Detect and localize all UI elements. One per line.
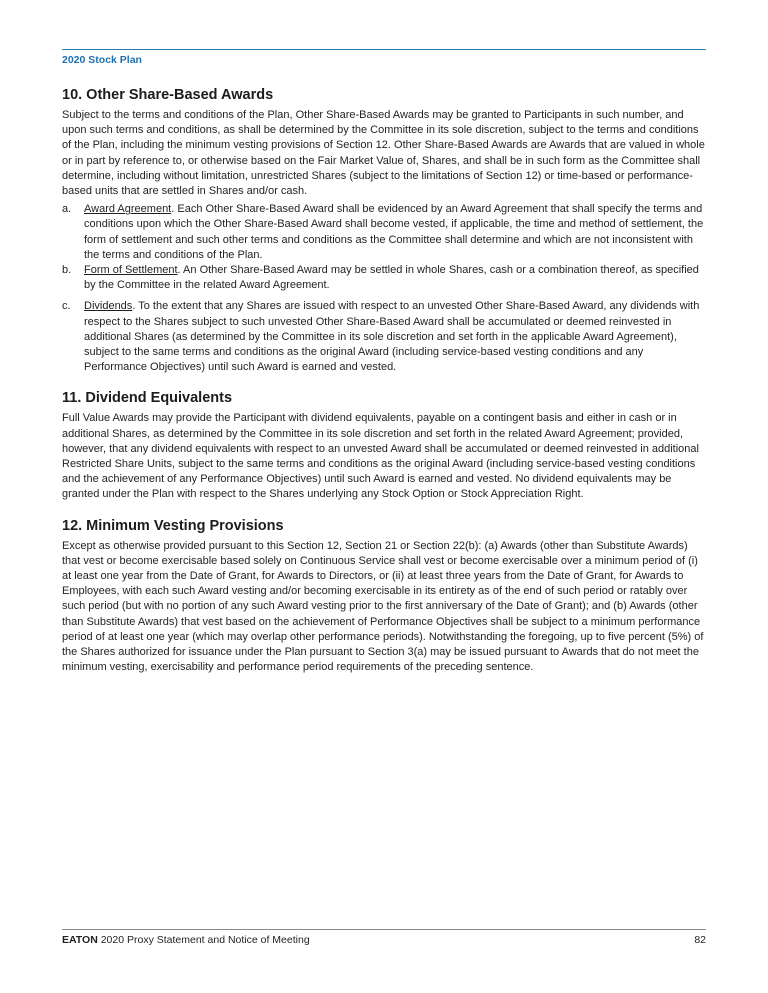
- header-rule: [62, 49, 706, 50]
- list-marker: b.: [62, 264, 72, 277]
- list-item-title: Form of Settlement: [84, 264, 178, 277]
- list-item-text: . To the extent that any Shares are issued with respect to an unvested Other Share-Based Award, any dividends with respect to the Shares subject to such unvested Other Share-Based Award shall be accumulated or deemed reinvested in additional Shares (as determined by the Committee in its sole discretion and set forth in the applicable Award Agreement), subject to the same terms and conditions as the original Award (including service-based vesting conditions and any Performance Objectives) until such Award is earned and vested.: [84, 300, 700, 374]
- footer-rule: [62, 929, 706, 930]
- document-body: [62, 86, 708, 690]
- page-number: 82: [694, 934, 706, 946]
- list-item-text: . Each Other Share-Based Award shall be evidenced by an Award Agreement that shall specify the terms and conditions upon which the Other Share-Based Award shall become vested, if applicable, the time and method of settlement, the form of settlement and such other terms and conditions as the Committee shall determine and which are not inconsistent with the terms and conditions of the Plan.: [84, 203, 704, 261]
- list-item: [62, 202, 708, 263]
- list-item-title: Award Agreement: [84, 203, 172, 216]
- footer-publication: [62, 934, 310, 946]
- section-heading: 11. Dividend Equivalents: [62, 390, 233, 407]
- section-other-share-based-awards: [62, 86, 708, 375]
- section-paragraph: Except as otherwise provided pursuant to this Section 12, Section 21 or Section 22(b): (a) Awards (other than Substitute Awards) that vest or become exercisable based solely on Continuous Service shall vest or become exercisable over a minimum period of (i) at least one year from the Date of Grant, for Awards to Directors, or (ii) at least three years from the Date of Grant, for Awards to Employees, with each such Award vesting and/or becoming exercisable in its entirety as of the end of such period or ratably over such period (but with no portion of any such Award vesting prior to the first anniversary of the Date of Grant); and (b) Awards (other than Substitute Awards) that vest based on the achievement of Performance Objectives shall be subject to a minimum performance period of at least one year (which may overlap other performance periods). Notwithstanding the foregoing, up to five percent (5%) of the Shares authorized for issuance under the Plan pursuant to Section 3(a) may be issued pursuant to Awards that do not meet the minimum vesting, exercisability and performance period requirements of the preceding sentence.: [62, 539, 704, 674]
- lettered-list: [62, 202, 708, 375]
- section-minimum-vesting-provisions: [62, 517, 708, 676]
- section-dividend-equivalents: [62, 389, 708, 502]
- running-header-title: 2020 Stock Plan: [62, 54, 142, 66]
- list-item: [62, 299, 708, 375]
- section-heading: 10. Other Share-Based Awards: [62, 87, 274, 103]
- section-heading: 12. Minimum Vesting Provisions: [62, 517, 284, 534]
- list-marker: a.: [62, 203, 72, 216]
- list-marker: c.: [62, 300, 71, 313]
- list-item: [62, 263, 708, 293]
- section-paragraph: Full Value Awards may provide the Participant with dividend equivalents, payable on a contingent basis and either in cash or in additional Shares, as determined by the Committee in its sole discretion and set forth in the related Award Agreement; provided, however, that any dividend equivalents with respect to an unvested Award shall be accumulated or deemed reinvested in additional Restricted Share Units, subject to the same terms and conditions as the original Award (including service-based vesting conditions and the achievement of any Performance Objectives) until such Award is earned and vested. No dividend equivalents may be granted under the Plan with respect to the Shares underlying any Stock Option or Stock Appreciation Right.: [62, 412, 699, 501]
- list-item-text: . An Other Share-Based Award may be settled in whole Shares, cash or a combination thereof, as specified by the Committee in the related Award Agreement.: [84, 264, 699, 292]
- footer-brand: EATON: [62, 934, 98, 946]
- section-paragraph: Subject to the terms and conditions of the Plan, Other Share-Based Awards may be granted to Participants in such number, and upon such terms and conditions, as shall be determined by the Committee in its sole discretion, subject to the terms and conditions of the Plan, including the minimum vesting provisions of Section 12. Other Share-Based Awards are Awards that are valued in whole or in part by reference to, or otherwise based on the Fair Market Value of, Shares, and shall be in such form as the Committee shall determine, including without limitation, unrestricted Shares (subject to the limitations of Section 12) or time-based or performance-based units that are settled in Shares and/or cash.: [62, 109, 705, 198]
- footer-text: 2020 Proxy Statement and Notice of Meeting: [97, 934, 310, 946]
- list-item-title: Dividends: [84, 300, 133, 313]
